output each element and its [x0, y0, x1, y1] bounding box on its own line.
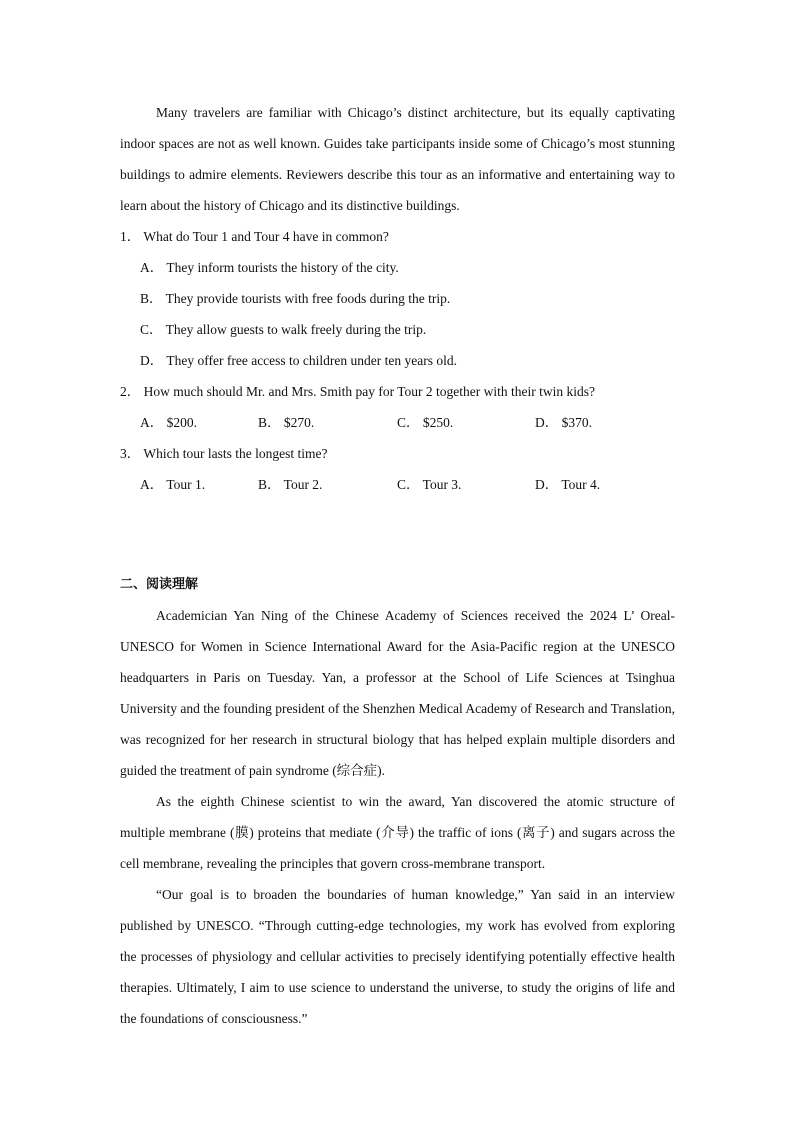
question-stem: 2． How much should Mr. and Mrs. Smith pay for Tour 2 together with their twin kids?: [120, 384, 596, 399]
question-1: [120, 221, 675, 376]
article-paragraph: Academician Yan Ning of the Chinese Academy of Sciences received the 2024 L’ Oreal-UNESCO for Women in Science International Award for the Asia-Pacific region at the UNESCO headquarters in Paris on Tuesday. Yan, a professor at the School of Life Sciences at Tsinghua University and the founding president of the Shenzhen Medical Academy of Research and Translation, was recognized for her research in structural biology that has helped explain multiple disorders and guided the treatment of pain syndrome (综合症).: [120, 608, 675, 778]
option-c: C． Tour 3.: [397, 477, 462, 492]
section-heading: 二、阅读理解: [120, 577, 199, 592]
question-list: [120, 221, 675, 500]
section-two: [120, 569, 675, 1034]
option-a: A． Tour 1.: [140, 477, 206, 492]
question-2: [120, 376, 675, 438]
option-c: C． $250.: [397, 415, 454, 430]
option-d: D． $370.: [535, 415, 592, 430]
passage-paragraph: Many travelers are familiar with Chicago’s distinct architecture, but its equally captivating indoor spaces are not as well known. Guides take participants inside some of Chicago’s most stunning buildings to admire elements. Reviewers describe this tour as an informative and entertaining way to learn about the history of Chicago and its distinctive buildings.: [120, 105, 675, 213]
options-row: [120, 469, 675, 500]
option-c: C． They allow guests to walk freely during the trip.: [140, 322, 427, 337]
option-d: D． Tour 4.: [535, 477, 601, 492]
options-row: [120, 407, 675, 438]
article-paragraph: As the eighth Chinese scientist to win the award, Yan discovered the atomic structure of multiple membrane (膜) proteins that mediate (介导) the traffic of ions (离子) and sugars across the cell membrane, revealing the principles that govern cross-membrane transport.: [120, 794, 675, 871]
option-b: B． $270.: [258, 415, 315, 430]
option-a: A． They inform tourists the history of the city.: [140, 260, 399, 275]
question-3: [120, 438, 675, 500]
option-b: B． Tour 2.: [258, 477, 323, 492]
passage-one: [120, 97, 675, 221]
option-a: A． $200.: [140, 415, 197, 430]
option-d: D． They offer free access to children under ten years old.: [140, 353, 457, 368]
option-b: B． They provide tourists with free foods during the trip.: [140, 291, 451, 306]
article-paragraph: “Our goal is to broaden the boundaries of human knowledge,” Yan said in an interview published by UNESCO. “Through cutting-edge technologies, my work has evolved from exploring the processes of physiology and cellular activities to precisely identifying potentially effective health therapies. Ultimately, I aim to use science to understand the universe, to study the origins of life and the foundations of consciousness.”: [120, 887, 675, 1026]
question-stem: 1． What do Tour 1 and Tour 4 have in common?: [120, 229, 389, 244]
question-stem: 3． Which tour lasts the longest time?: [120, 446, 328, 461]
